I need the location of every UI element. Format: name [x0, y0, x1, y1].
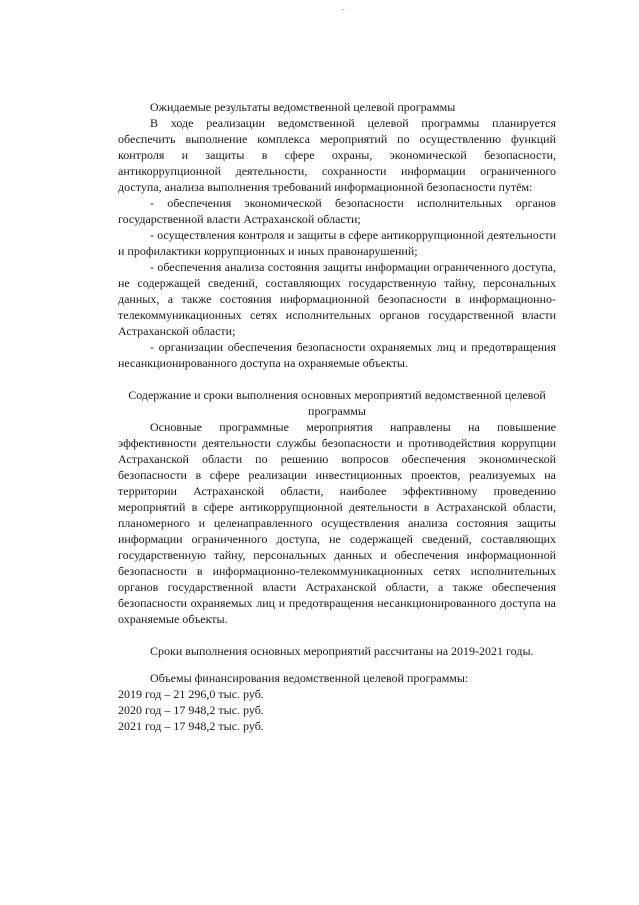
financing-row-2019: 2019 год – 21 296,0 тыс. руб.: [118, 687, 264, 701]
document-body: [118, 99, 556, 734]
result-item-economic-security: - обеспечения экономической безопасности исполнительных органов государственной власти Астраханской области;: [118, 196, 556, 226]
activities-heading: Содержание и сроки выполнения основных мероприятий ведомственной целевой программы: [128, 388, 546, 418]
section-spacer: [118, 371, 556, 387]
section-spacer: [118, 659, 556, 670]
activities-body: Основные программные мероприятия направлены на повышение эффективности деятельности службы безопасности и противодействия коррупции Астраханской области по решению вопросов обеспечения экономической безопасности в сфере реализации инвестиционных проектов, реализуемых на территории Астраханской области, наиболее эффективному проведению мероприятий в сфере антикоррупционной деятельности в Астраханской области, планомерного и целенаправленного осуществления анализа состояния защиты информации ограниченного доступа, не содержащей сведений, составляющих государственную тайну, персональных данных и обеспечения информационной безопасности в информационно-телекоммуникационных сетях исполнительных органов государственной власти Астраханской области, а также обеспечения безопасности охраняемых лиц и предотвращения несанкционированного доступа на охраняемые объекты.: [118, 420, 556, 626]
financing-row-2021: 2021 год – 17 948,2 тыс. руб.: [118, 719, 264, 733]
financing-row-2020: 2020 год – 17 948,2 тыс. руб.: [118, 703, 264, 717]
result-item-protected-persons: - организации обеспечения безопасности охраняемых лиц и предотвращения несанкционированного доступа на охраняемые объекты.: [118, 340, 556, 370]
terms-paragraph: Сроки выполнения основных мероприятий рассчитаны на 2019-2021 годы.: [150, 644, 534, 658]
result-item-information-protection: - обеспечения анализа состояния защиты информации ограниченного доступа, не содержащей сведений, составляющих государственную тайну, персональных данных, а также состояния информационной безопасности в информационно-телекоммуникационных сетях исполнительных органов государственной власти Астраханской области;: [118, 260, 556, 338]
section-spacer: [118, 627, 556, 643]
page-top-mark: -: [342, 5, 345, 14]
result-item-anticorruption: - осуществления контроля и защиты в сфере антикоррупционной деятельности и профилактики коррупционных и иных правонарушений;: [118, 228, 556, 258]
financing-heading: Объемы финансирования ведомственной целевой программы:: [150, 671, 469, 685]
expected-results-heading: Ожидаемые результаты ведомственной целевой программы: [150, 100, 456, 114]
expected-results-intro: В ходе реализации ведомственной целевой программы планируется обеспечить выполнение комплекса мероприятий по осуществлению функций контроля и защиты в сфере охраны, экономической безопасности, антикоррупционной деятельности, сохранности информации ограниченного доступа, анализа выполнения требований информационной безопасности путём:: [118, 116, 556, 194]
financing-block: [118, 670, 556, 734]
